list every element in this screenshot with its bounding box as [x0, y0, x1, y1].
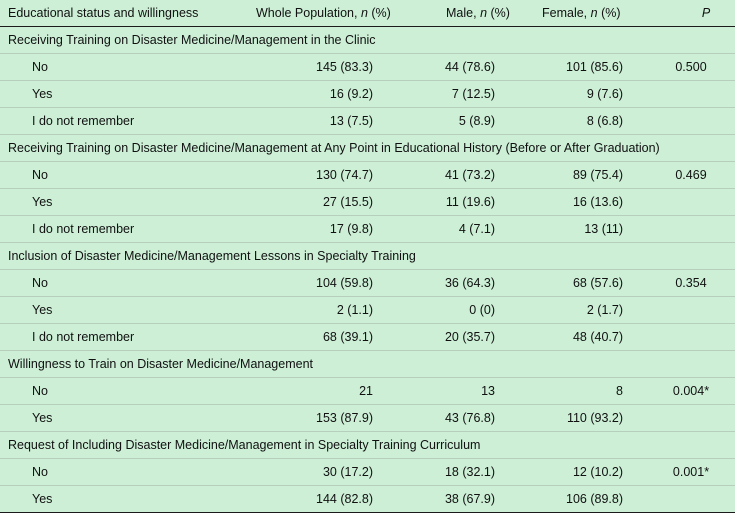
section-row [0, 27, 735, 54]
cell-whole: 130 (74.7) [218, 162, 388, 189]
cell-male: 13 [388, 378, 512, 405]
cell-whole: 145 (83.3) [218, 54, 388, 81]
table-row [0, 324, 735, 351]
cell-female: 68 (57.6) [512, 270, 637, 297]
cell-p [637, 324, 735, 351]
cell-female: 12 (10.2) [512, 459, 637, 486]
row-label: Yes [0, 189, 218, 216]
row-label: Yes [0, 81, 218, 108]
cell-male: 38 (67.9) [388, 486, 512, 513]
section-row [0, 243, 735, 270]
cell-female: 48 (40.7) [512, 324, 637, 351]
cell-male: 36 (64.3) [388, 270, 512, 297]
cell-male: 41 (73.2) [388, 162, 512, 189]
header-female-label: Female, [542, 6, 588, 20]
cell-male: 4 (7.1) [388, 216, 512, 243]
row-label: Yes [0, 486, 218, 513]
header-male-n: n [480, 6, 488, 20]
cell-male: 18 (32.1) [388, 459, 512, 486]
table-row [0, 216, 735, 243]
table-row [0, 459, 735, 486]
row-label: No [0, 162, 218, 189]
cell-p [637, 216, 735, 243]
cell-p [637, 108, 735, 135]
header-male-pct: (%) [490, 6, 510, 20]
cell-p: 0.500 [637, 54, 735, 81]
cell-male: 20 (35.7) [388, 324, 512, 351]
section-title: Request of Including Disaster Medicine/Management in Specialty Training Curriculum [0, 432, 735, 459]
table-row [0, 162, 735, 189]
cell-male: 0 (0) [388, 297, 512, 324]
header-p-value [637, 0, 735, 27]
cell-whole: 104 (59.8) [218, 270, 388, 297]
table-row [0, 270, 735, 297]
header-female-n: n [590, 6, 598, 20]
row-label: No [0, 54, 218, 81]
table-header [0, 0, 735, 27]
cell-whole: 21 [218, 378, 388, 405]
header-whole-label: Whole Population, [256, 6, 358, 20]
cell-p [637, 486, 735, 513]
cell-male: 44 (78.6) [388, 54, 512, 81]
table-row [0, 54, 735, 81]
cell-female: 16 (13.6) [512, 189, 637, 216]
cell-p [637, 405, 735, 432]
cell-whole: 68 (39.1) [218, 324, 388, 351]
cell-male: 5 (8.9) [388, 108, 512, 135]
section-title: Inclusion of Disaster Medicine/Management Lessons in Specialty Training [0, 243, 735, 270]
header-male-label: Male, [446, 6, 477, 20]
cell-p: 0.004* [637, 378, 735, 405]
table-body [0, 27, 735, 513]
section-row [0, 351, 735, 378]
cell-p [637, 81, 735, 108]
cell-female: 9 (7.6) [512, 81, 637, 108]
cell-male: 43 (76.8) [388, 405, 512, 432]
cell-p [637, 189, 735, 216]
cell-male: 11 (19.6) [388, 189, 512, 216]
cell-p: 0.354 [637, 270, 735, 297]
cell-male: 7 (12.5) [388, 81, 512, 108]
table-row [0, 189, 735, 216]
cell-p: 0.001* [637, 459, 735, 486]
header-whole-n: n [360, 6, 368, 20]
section-title: Receiving Training on Disaster Medicine/Management at Any Point in Educational History (Before or After Graduation) [0, 135, 735, 162]
table-row [0, 405, 735, 432]
cell-whole: 13 (7.5) [218, 108, 388, 135]
cell-whole: 144 (82.8) [218, 486, 388, 513]
row-label: Yes [0, 297, 218, 324]
header-whole-population [218, 0, 391, 27]
cell-female: 110 (93.2) [512, 405, 637, 432]
cell-whole: 30 (17.2) [218, 459, 388, 486]
header-whole-pct: (%) [371, 6, 391, 20]
header-female-pct: (%) [601, 6, 621, 20]
row-label: Yes [0, 405, 218, 432]
cell-whole: 153 (87.9) [218, 405, 388, 432]
row-label: No [0, 270, 218, 297]
cell-female: 2 (1.7) [512, 297, 637, 324]
section-row [0, 135, 735, 162]
table-row [0, 81, 735, 108]
row-label: I do not remember [0, 108, 218, 135]
cell-p: 0.469 [637, 162, 735, 189]
cell-whole: 17 (9.8) [218, 216, 388, 243]
header-female [512, 0, 637, 27]
cell-female: 13 (11) [512, 216, 637, 243]
cell-whole: 16 (9.2) [218, 81, 388, 108]
cell-female: 106 (89.8) [512, 486, 637, 513]
table-row [0, 378, 735, 405]
cell-p [637, 297, 735, 324]
row-label: I do not remember [0, 216, 218, 243]
cell-whole: 2 (1.1) [218, 297, 388, 324]
cell-female: 8 [512, 378, 637, 405]
header-row [0, 0, 735, 27]
section-title: Receiving Training on Disaster Medicine/Management in the Clinic [0, 27, 735, 54]
cell-female: 8 (6.8) [512, 108, 637, 135]
cell-female: 101 (85.6) [512, 54, 637, 81]
header-male [388, 0, 512, 27]
table-row [0, 297, 735, 324]
cell-female: 89 (75.4) [512, 162, 637, 189]
table-row [0, 108, 735, 135]
cell-whole: 27 (15.5) [218, 189, 388, 216]
header-p-label: P [701, 6, 711, 20]
table-row [0, 486, 735, 513]
row-label: I do not remember [0, 324, 218, 351]
header-educational-status: Educational status and willingness [0, 0, 218, 27]
section-title: Willingness to Train on Disaster Medicine/Management [0, 351, 735, 378]
section-row [0, 432, 735, 459]
row-label: No [0, 378, 218, 405]
row-label: No [0, 459, 218, 486]
